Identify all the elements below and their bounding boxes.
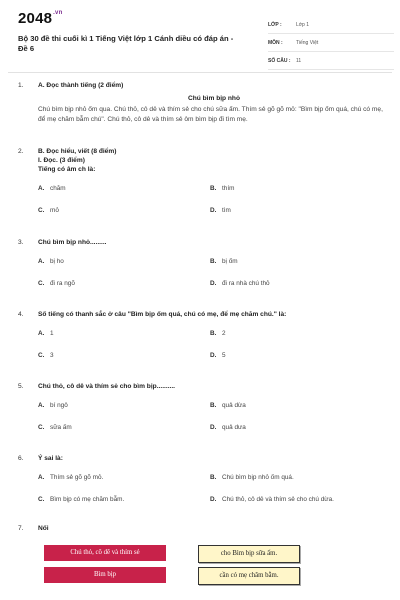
options <box>38 402 390 446</box>
question-title: A. Đọc thành tiếng (2 điểm) <box>38 82 124 89</box>
option-d[interactable]: D. đi ra nhà chú thỏ <box>210 280 270 287</box>
question-number: 2. <box>18 148 24 155</box>
logo-suffix: .vn <box>53 10 63 16</box>
question-number: 5. <box>18 383 24 390</box>
meta-label: SỐ CÂU : <box>268 57 291 64</box>
option-d[interactable]: D. quả dưa <box>210 424 246 431</box>
question-title: Chú bìm bịp nhỏ......... <box>38 239 107 246</box>
options <box>38 258 390 302</box>
option-d[interactable]: D. 5 <box>210 352 226 359</box>
meta-row-count <box>268 52 394 70</box>
meta-info <box>268 16 394 70</box>
option-b[interactable]: B. Chú bìm bịp nhỏ ốm quá. <box>210 474 294 481</box>
story-title: Chú bìm bịp nhỏ <box>187 95 240 102</box>
meta-value: Lớp 1 <box>296 21 310 28</box>
option-c[interactable]: C. 3 <box>38 352 54 359</box>
meta-row-subject <box>268 34 394 52</box>
option-b[interactable]: B. 2 <box>210 330 226 337</box>
meta-value: 11 <box>296 57 302 64</box>
option-c[interactable]: C. mỏ <box>38 207 59 214</box>
options <box>38 185 390 229</box>
option-b[interactable]: B. quả dừa <box>210 402 246 409</box>
question-title: B. Đọc hiểu, viết (8 điểm) <box>38 148 117 155</box>
meta-label: MÔN : <box>268 39 283 46</box>
header-divider <box>8 72 392 73</box>
option-a[interactable]: A. bí ngô <box>38 402 68 409</box>
logo-main: 2048 <box>18 10 53 27</box>
option-c[interactable]: C. Bìm bịp có mẹ chăm bẵm. <box>38 496 125 503</box>
story-paragraph: Chú bìm bịp nhỏ ốm qua. Chú thỏ, cô dê và thím sẻ cho chú sữa ấm. Thím sẻ gõ gõ mỏ: "Bìm bịp ốm quá, chú có mẹ, để mẹ chăm bẵm chú". Chú thỏ, cô dê và thím sẻ ôm bìm bịp đi tìm mẹ. <box>38 106 383 123</box>
question-number: 3. <box>18 239 24 246</box>
match-left-1[interactable]: Chú thỏ, cô dê và thím sẻ <box>44 545 166 561</box>
meta-label: LỚP : <box>268 21 282 28</box>
option-a[interactable]: A. 1 <box>38 330 54 337</box>
question-number: 7. <box>18 525 24 532</box>
question-title: Ý sai là: <box>38 455 63 462</box>
question-title: Số tiếng có thanh sắc ở câu "Bìm bịp ốm quá, chú có mẹ, để mẹ chăm chú." là: <box>38 311 287 318</box>
question-title: Nối <box>38 525 49 532</box>
document-title: Bộ 30 đề thi cuối kì 1 Tiếng Việt lớp 1 Cánh diều có đáp án - Đề 6 <box>18 34 234 53</box>
matching-exercise <box>30 545 390 595</box>
option-d[interactable]: D. tìm <box>210 207 231 214</box>
section-subtitle: I. Đọc. (3 điểm) <box>38 157 85 164</box>
question-number: 6. <box>18 455 24 462</box>
meta-row-grade <box>268 16 394 34</box>
option-b[interactable]: B. thím <box>210 185 235 192</box>
question-number: 1. <box>18 82 24 89</box>
question-number: 4. <box>18 311 24 318</box>
match-right-1[interactable]: cho Bìm bịp sữa ấm. <box>198 545 300 563</box>
option-c[interactable]: C. sữa ấm <box>38 424 72 431</box>
options <box>38 330 390 374</box>
option-d[interactable]: D. Chú thỏ, cô dê và thím sẻ cho chú dừa. <box>210 496 334 503</box>
option-b[interactable]: B. bị ốm <box>210 258 238 265</box>
question-title: Chú thỏ, cô dê và thím sẻ cho bìm bịp.......... <box>38 383 176 390</box>
match-left-2[interactable]: Bìm bịp <box>44 567 166 583</box>
question-prompt: Tiếng có âm ch là: <box>38 166 96 173</box>
site-logo[interactable] <box>18 10 62 27</box>
meta-value: Tiếng Việt <box>296 39 319 46</box>
option-c[interactable]: C. đi ra ngõ <box>38 280 75 287</box>
options <box>38 474 390 518</box>
option-a[interactable]: A. Thím sẻ gõ gõ mỏ. <box>38 474 104 481</box>
header <box>12 6 390 66</box>
option-a[interactable]: A. chăm <box>38 185 66 192</box>
option-a[interactable]: A. bị ho <box>38 258 64 265</box>
match-right-2[interactable]: cần có mẹ chăm bẵm. <box>198 567 300 585</box>
